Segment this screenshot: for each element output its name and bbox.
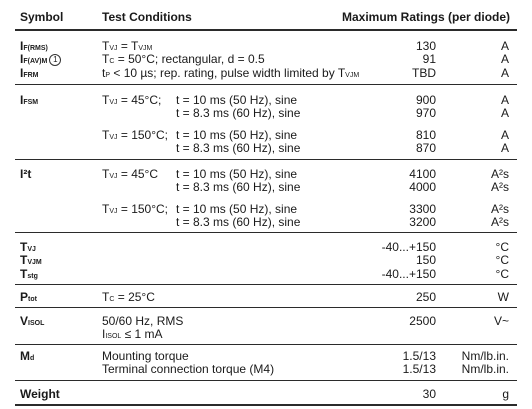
value-ifrms: 130 <box>415 39 436 53</box>
header-divider <box>15 29 517 31</box>
condition-visol-current: IISOL ≤ 1 mA <box>102 327 163 341</box>
symbol-weight: Weight <box>20 387 60 401</box>
condition-ptot: TC = 25°C <box>102 290 155 304</box>
unit-ptot: W <box>497 290 509 304</box>
condition-ifrm: tP < 10 µs; rep. rating, pulse width limited by TVJM <box>102 66 360 80</box>
symbol-ifsm: IFSM <box>20 93 39 107</box>
divider <box>15 159 517 160</box>
unit-visol: V~ <box>493 314 509 328</box>
value-ifsm-150-50hz: 810 <box>415 128 436 142</box>
divider <box>15 284 517 285</box>
value-ifsm-150-60hz: 870 <box>415 141 436 155</box>
divider <box>15 380 517 381</box>
symbol-visol: VISOL <box>20 314 45 328</box>
unit-temp: °C <box>495 240 509 254</box>
value-ifsm-45-60hz: 970 <box>415 106 436 120</box>
value-tstg: -40...+150 <box>381 267 436 281</box>
unit-ifsm: A <box>500 106 509 120</box>
condition-ifsm-60hz: t = 8.3 ms (60 Hz), sine <box>176 141 301 155</box>
value-ptot: 250 <box>415 290 436 304</box>
value-visol: 2500 <box>409 314 436 328</box>
divider <box>15 344 517 345</box>
condition-terminal-torque: Terminal connection torque (M4) <box>102 362 275 376</box>
condition-i2t-60hz: t = 8.3 ms (60 Hz), sine <box>176 180 301 194</box>
value-terminal-torque: 1.5/13 <box>402 362 436 376</box>
condition-i2t-tvj150: TVJ = 150°C; <box>102 202 169 216</box>
value-weight: 30 <box>422 387 436 401</box>
unit-ifrm: A <box>500 66 509 80</box>
condition-mounting-torque: Mounting torque <box>102 349 189 363</box>
unit-temp: °C <box>495 253 509 267</box>
condition-ifsm-50hz: t = 10 ms (50 Hz), sine <box>176 93 298 107</box>
symbol-tvjm: TVJM <box>20 253 42 267</box>
table-bottom-border <box>15 404 517 406</box>
symbol-i2t: I²t <box>20 167 32 181</box>
condition-ifsm-tvj45: TVJ = 45°C; <box>102 93 162 107</box>
unit-ifavm: A <box>500 52 509 66</box>
symbol-ptot: Ptot <box>20 290 37 304</box>
value-ifrm: TBD <box>412 66 436 80</box>
divider <box>15 84 517 85</box>
condition-i2t-50hz: t = 10 ms (50 Hz), sine <box>176 202 298 216</box>
unit-i2t: A²s <box>491 215 509 229</box>
unit-i2t: A²s <box>491 167 509 181</box>
symbol-ifrm: IFRM <box>20 66 39 80</box>
symbol-ifavm: IF(AV)M 1 <box>20 52 61 69</box>
value-i2t-45-60hz: 4000 <box>409 180 436 194</box>
unit-torque: Nm/lb.in. <box>461 349 509 363</box>
value-i2t-150-50hz: 3300 <box>409 202 436 216</box>
value-ifsm-45-50hz: 900 <box>415 93 436 107</box>
unit-temp: °C <box>495 267 509 281</box>
condition-i2t-60hz: t = 8.3 ms (60 Hz), sine <box>176 215 301 229</box>
condition-i2t-tvj45: TVJ = 45°C <box>102 167 159 181</box>
value-tvjm: 150 <box>415 253 436 267</box>
unit-torque: Nm/lb.in. <box>461 362 509 376</box>
symbol-md: Md <box>20 349 35 363</box>
header-test-conditions: Test Conditions <box>102 10 192 24</box>
value-ifavm: 91 <box>422 52 436 66</box>
unit-ifsm: A <box>500 93 509 107</box>
unit-weight: g <box>502 387 509 401</box>
symbol-tvj: TVJ <box>20 240 36 254</box>
header-symbol: Symbol <box>20 10 64 24</box>
condition-ifsm-60hz: t = 8.3 ms (60 Hz), sine <box>176 106 301 120</box>
header-maximum-ratings: Maximum Ratings (per diode) <box>342 10 511 24</box>
unit-ifrms: A <box>500 39 509 53</box>
value-mounting-torque: 1.5/13 <box>402 349 436 363</box>
symbol-tstg: Tstg <box>20 267 38 281</box>
value-tvj: -40...+150 <box>381 240 436 254</box>
value-i2t-45-50hz: 4100 <box>409 167 436 181</box>
unit-ifsm: A <box>500 128 509 142</box>
divider <box>15 232 517 233</box>
condition-ifavm: TC = 50°C; rectangular, d = 0.5 <box>102 52 265 66</box>
condition-visol-frequency: 50/60 Hz, RMS <box>102 314 184 328</box>
condition-ifsm-50hz: t = 10 ms (50 Hz), sine <box>176 128 298 142</box>
symbol-ifrms: IF(RMS) <box>20 39 48 53</box>
divider <box>15 307 517 308</box>
unit-ifsm: A <box>500 141 509 155</box>
condition-i2t-50hz: t = 10 ms (50 Hz), sine <box>176 167 298 181</box>
condition-ifrms: TVJ = TVJM <box>102 39 153 53</box>
unit-i2t: A²s <box>491 202 509 216</box>
condition-ifsm-tvj150: TVJ = 150°C; <box>102 128 169 142</box>
note-marker: 1 <box>49 54 61 66</box>
unit-i2t: A²s <box>491 180 509 194</box>
value-i2t-150-60hz: 3200 <box>409 215 436 229</box>
